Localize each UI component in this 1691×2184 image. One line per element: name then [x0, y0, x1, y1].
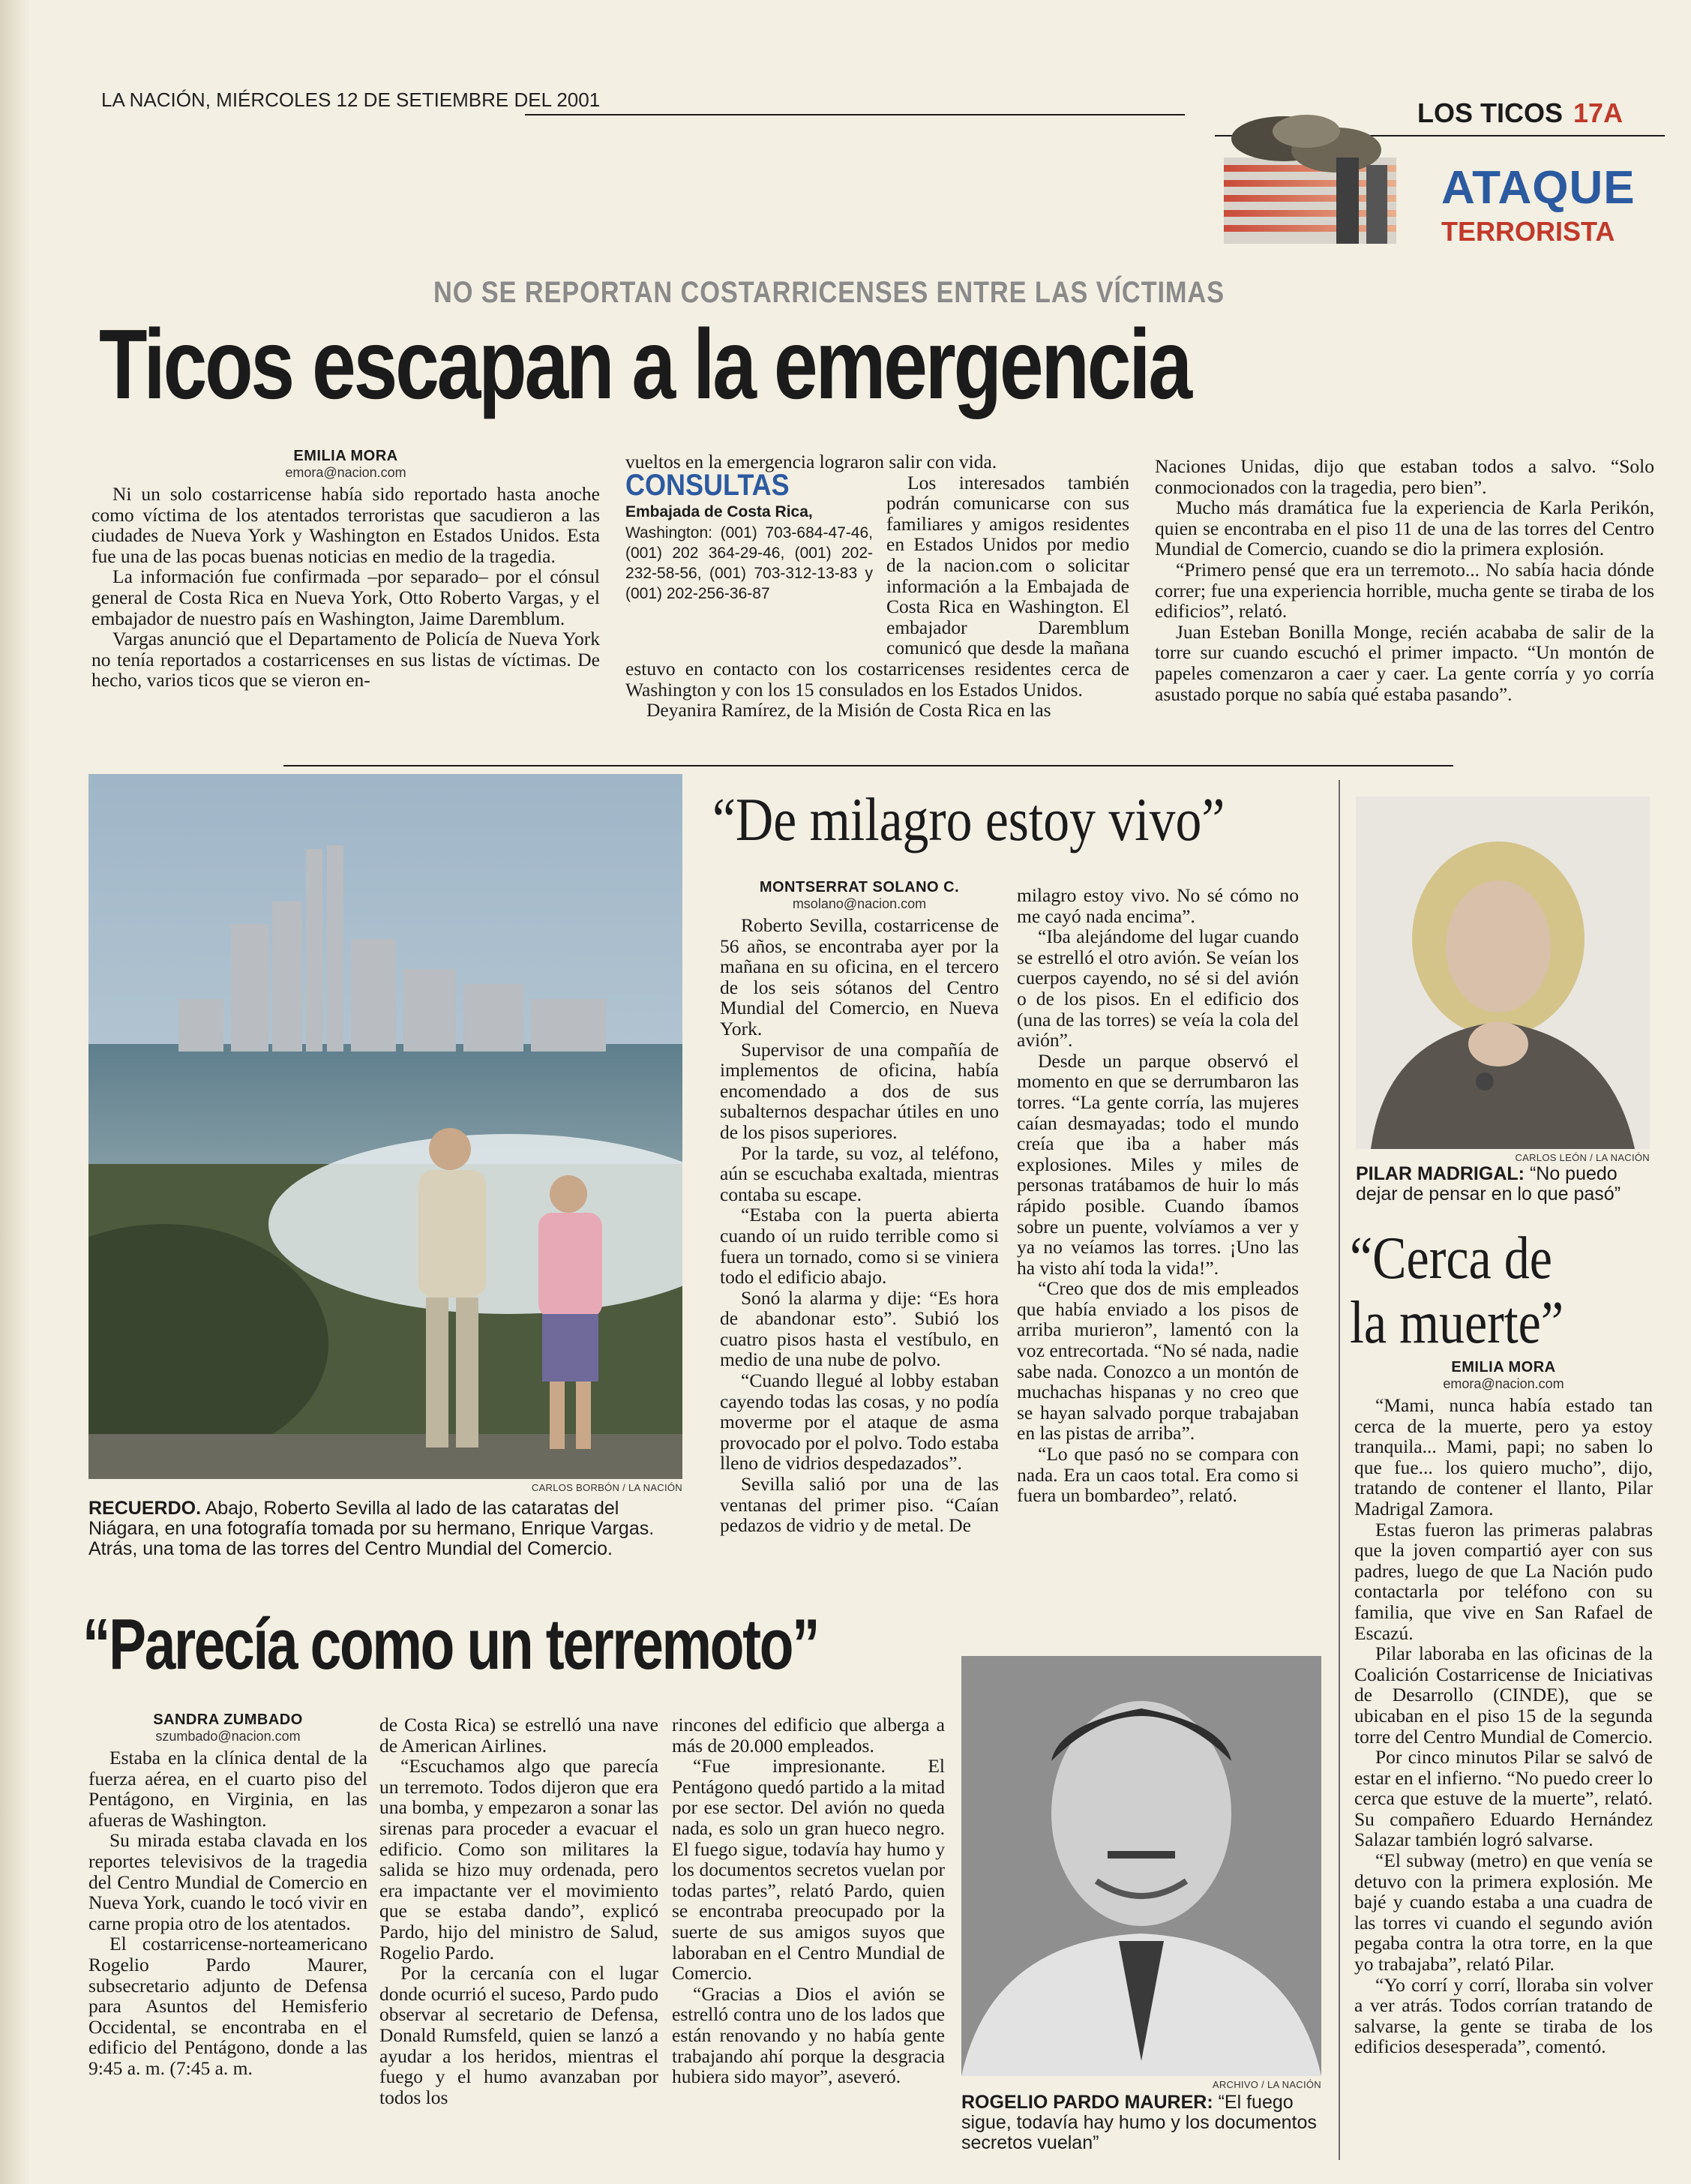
consultas-title: CONSULTAS: [625, 468, 790, 502]
milagro-column-2: [1017, 885, 1299, 1506]
pilar-paragraph: “Yo corrí y corrí, lloraba sin volver a ver atrás. Todos corrían tratando de salvarse, la gente se tiraba de los edificios desesperada”, comentó.: [1354, 1973, 1653, 2058]
page-edge: [0, 0, 30, 2184]
caption-text: Abajo, Roberto Sevilla al lado de las cataratas del Niágara, en una fotografía tomada por su hermano, Enrique Vargas. Atrás, una toma de las torres del Centro Mundial del Comercio.: [88, 1498, 655, 1559]
terremoto-paragraph: Su mirada estaba clavada en los reportes televisivos de la tragedia del Centro Mundial de Comercio en Nueva York, cuando le tocó vivir en carne propia otro de los atentados.: [88, 1829, 367, 1934]
milagro-byline: MONTSERRAT SOLANO C.: [759, 879, 960, 896]
pilar-headline-line-2: la muerte”: [1350, 1290, 1564, 1356]
terremoto-paragraph: Estaba en la clínica dental de la fuerza aérea, en el cuarto piso del Pentágono, en Virginia, en las afueras de Washington.: [88, 1747, 367, 1831]
folio-dateline: LA NACIÓN, MIÉRCOLES 12 DE SETIEMBRE DEL 2001: [101, 88, 601, 111]
lead-byline: EMILIA MORA: [293, 448, 398, 464]
section-name: LOS TICOS: [1417, 98, 1564, 128]
lead-kicker: NO SE REPORTAN COSTARRICENSES ENTRE LAS VÍCTIMAS: [433, 276, 1225, 309]
folio-rule: [525, 114, 1185, 116]
lead-paragraph: Mucho más dramática fue la experiencia de Karla Perikón, quien se encontraba en el piso 11 de una de las torres del Centro Mundial de Comercio, cuando se dio la primera explosión.: [1155, 496, 1654, 560]
page-number: 17A: [1573, 98, 1624, 128]
milagro-paragraph: Sonó la alarma y dije: “Es hora de abandonar esto”. Subió los cuatro pisos hasta el vestíbulo, en medio de una nube de polvo.: [720, 1286, 999, 1371]
consultas-box: [625, 468, 873, 648]
lead-headline: Ticos escapan a la emergencia: [99, 309, 1190, 419]
pardo-photo-credit: ARCHIVO / LA NACIÓN: [1212, 2079, 1321, 2090]
terremoto-headline: “Parecía como un terremoto”: [82, 1604, 819, 1684]
milagro-paragraph: “Creo que dos de mis empleados que había enviado a los pisos de arriba murieron”, lamentó con la voz entrecortada. “No sé nada, nadie sabe nada. Conozco a un montón de muchachas hispanas y no creo que se hayan salvado porque trabajaban en las pistas de arriba”.: [1017, 1277, 1299, 1444]
terremoto-paragraph: de Costa Rica) se estrelló una nave de American Airlines.: [379, 1714, 658, 1756]
consultas-subtitle: Embajada de Costa Rica,: [625, 503, 813, 521]
milagro-paragraph: “Lo que pasó no se compara con nada. Era un caos total. Era como si fuera un bombardeo”, relató.: [1017, 1443, 1299, 1507]
milagro-email: msolano@nacion.com: [792, 896, 927, 911]
caption-label: RECUERDO.: [88, 1498, 202, 1519]
pilar-headline-line-1: “Cerca de: [1350, 1226, 1552, 1292]
lead-paragraph: La información fue confirmada –por separado– por el cónsul general de Costa Rica en Nueva York, Otto Roberto Vargas, y el embajador de nuestro país en Washington, Jaime Daremblum.: [91, 566, 600, 629]
milagro-paragraph: Sevilla salió por una de las ventanas del primer piso. “Caían pedazos de vidrio y de metal. De: [720, 1473, 999, 1537]
terremoto-email: szumbado@nacion.com: [155, 1729, 301, 1744]
attack-banner-graphic: [1224, 112, 1396, 244]
caption-text: “No puedo dejar de pensar en lo que pasó”: [1356, 1163, 1621, 1204]
milagro-paragraph: Desde un parque observó el momento en que se derrumbaron las torres. “La gente corría, las mujeres caían desmayadas; todo el mundo creía que iba a haber más explosiones. Miles y miles de personas tratábamos de huir lo más rápido posible. Cuando íbamos sobre un puente, volvíamos a ver y ya no veíamos las torres. ¡Uno las ha visto ahí toda la vida!”.: [1017, 1049, 1299, 1279]
lead-paragraph: Juan Esteban Bonilla Monge, recién acababa de salir de la torre sur cuando escuchó el primer impacto. “Un montón de papeles comenzaron a caer y caer. La gente corría y yo corría asustado porque no sabía qué estaba pasando”.: [1155, 620, 1654, 705]
pilar-paragraph: Pilar laboraba en las oficinas de la Coalición Costarricense de Iniciativas de Desarrollo (CINDE), que se ubicaban en el piso 15 de la segunda torre del Centro Mundial de Comercio.: [1354, 1642, 1653, 1748]
terremoto-paragraph: “Gracias a Dios el avión se estrelló contra uno de los lados que están renovando y no había gente trabajando ahí porque la desgracia hubiera sido mayor”, aseveró.: [672, 1982, 945, 2088]
pilar-email: emora@nacion.com: [1443, 1376, 1564, 1391]
consultas-phones: Washington: (001) 703-684-47-46, (001) 202 364-29-46, (001) 202-232-58-56, (001) 703-312-13-83 y (001) 202-256-36-87: [625, 524, 873, 602]
banner-ataque: ATAQUE: [1441, 162, 1636, 214]
section-title: [1417, 98, 1623, 129]
milagro-paragraph: Supervisor de una compañía de implementos de oficina, había encomendado a dos de sus subalternos despachar útiles en uno de los pisos superiores.: [720, 1038, 999, 1143]
pilar-paragraph: Estas fueron las primeras palabras que la joven compartió ayer con sus padres, luego de que La Nación pudo contactarla por teléfono con su familia, que vive en San Rafael de Escazú.: [1354, 1518, 1653, 1644]
column-rule: [1339, 780, 1340, 2160]
pardo-caption: [961, 2092, 1324, 2153]
lead-paragraph: “Primero pensé que era un terremoto... No sabía hacia dónde correr; fue una experiencia horrible, mucha gente se tiraba de los edificios”, relató.: [1155, 558, 1654, 622]
lead-paragraph: Naciones Unidas, dijo que estaban todos a salvo. “Solo conmocionados con la tragedia, pero bien”.: [1155, 455, 1654, 498]
banner-terrorista: TERRORISTA: [1441, 216, 1615, 247]
terremoto-column-1: [88, 1712, 367, 2079]
pilar-caption: [1356, 1164, 1656, 1204]
lead-paragraph: vueltos en la emergencia lograron salir con vida.: [625, 451, 997, 472]
lead-column-2: [625, 452, 1129, 721]
pardo-portrait-image: [961, 1656, 1321, 2076]
pilar-portrait-image: [1356, 796, 1650, 1149]
lead-paragraph: Vargas anunció que el Departamento de Policía de Nueva York no tenía reportados a costarricenses en sus listas de víctimas. De hecho, varios ticos que se vieron en-: [91, 628, 600, 692]
niagara-photo: [88, 774, 682, 1479]
terremoto-paragraph: Por la cercanía con el lugar donde ocurrió el suceso, Pardo pudo observar al secretario de Defensa, Donald Rumsfeld, quien se lanzó a ayudar a los heridos, mientras el fuego y el humo avanzaban por todos los: [379, 1962, 658, 2108]
caption-label: PILAR MADRIGAL:: [1356, 1163, 1525, 1184]
lead-column-3: [1155, 456, 1654, 704]
lead-paragraph: Deyanira Ramírez, de la Misión de Costa Rica en las: [646, 699, 1051, 722]
pilar-photo: [1356, 796, 1650, 1149]
lead-email: emora@nacion.com: [285, 465, 406, 480]
milagro-paragraph: “Cuando llegué al lobby estaban cayendo todas las cosas, y no podía moverme por el ataque de asma provocado por el polvo. Todo estaba lleno de vidrios despedazados”.: [720, 1370, 999, 1474]
pilar-paragraph: “Mami, nunca había estado tan cerca de la muerte, pero ya estoy tranquila... Mami, papi; no saben lo que fue... los quiero mucho”, dijo, tratando de contener el llanto, Pilar Madrigal Zamora.: [1354, 1394, 1653, 1520]
pardo-photo: [961, 1656, 1321, 2076]
terremoto-byline: SANDRA ZUMBADO: [153, 1712, 303, 1728]
niagara-photo-image: [88, 774, 682, 1479]
pilar-photo-credit: CARLOS LEÓN / LA NACIÓN: [1515, 1152, 1650, 1163]
lead-paragraph: Los interesados también podrán comunicarse con sus familiares y amigos residentes en Estados Unidos por medio de la nacion.com o solicitar información a la Embajada de Costa Rica en Washington. El embajador Daremblum comunicó que desde la mañana estuvo en contacto con los costarricenses residentes cerca de Washington y con los 15 consulados en los Estados Unidos.: [625, 471, 1129, 700]
photo-caption: [88, 1498, 688, 1559]
terremoto-paragraph: El costarricense-norteamericano Rogelio Pardo Maurer, subsecretario adjunto de Defensa para Asuntos del Hemisferio Occidental, se encontraba en el edificio del Pentágono, donde a las 9:45 a. m. (7:45 a. m.: [88, 1933, 367, 2079]
pilar-column: [1354, 1359, 1653, 2057]
milagro-paragraph: Por la tarde, su voz, al teléfono, aún se escuchaba exaltada, mientras contaba su escape.: [720, 1142, 999, 1205]
pilar-paragraph: Por cinco minutos Pilar se salvó de estar en el infierno. “No puedo creer lo cerca que estuve de la muerte”, relató. Su compañero Eduardo Hernández Salazar también logró salvarse.: [1354, 1746, 1653, 1851]
terremoto-paragraph: “Fue impresionante. El Pentágono quedó partido a la mitad por ese sector. Del avión no queda nada, es solo un gran hueco negro. El fuego sigue, todavía hay humo y los documentos secretos vuelan por todas partes”, relató Pardo, quien se encontraba preocupado por la suerte de sus amigos suyos que laboraban en el Centro Mundial de Comercio.: [672, 1755, 945, 1984]
lead-column-1: [91, 448, 600, 691]
milagro-paragraph: “Iba alejándome del lugar cuando se estrelló el otro avión. Se veían los cuerpos cayendo, no sé si del avión o de los pisos. En el edificio dos (una de las torres) se veía la cola del avión”.: [1017, 926, 1299, 1052]
terremoto-paragraph: rincones del edificio que alberga a más de 20.000 empleados.: [672, 1714, 945, 1756]
milagro-column-1: [720, 879, 999, 1536]
milagro-paragraph: Roberto Sevilla, costarricense de 56 años, se encontraba ayer por la mañana en su oficina, en el tercero de los seis sótanos del Centro Mundial del Comercio, en Nueva York.: [720, 914, 999, 1040]
milagro-paragraph: “Estaba con la puerta abierta cuando oí un ruido terrible como si fuera un tornado, como si se viniera todo el edificio abajo.: [720, 1204, 999, 1288]
milagro-headline: “De milagro estoy vivo”: [712, 785, 1225, 854]
terremoto-column-2: [379, 1714, 658, 2108]
pilar-headline: [1350, 1226, 1564, 1355]
terremoto-column-3: [672, 1714, 945, 2087]
photo-credit: CARLOS BORBÓN / LA NACIÓN: [531, 1482, 682, 1493]
pilar-byline: EMILIA MORA: [1451, 1359, 1556, 1376]
terremoto-paragraph: “Escuchamos algo que parecía un terremoto. Todos dijeron que era una bomba, y empezaron a sonar las sirenas para proceder a evacuar el edificio. Como son militares la salida se hizo muy ordenada, pero era impactante ver el movimiento que se estaba dando”, explicó Pardo, hijo del ministro de Salud, Rogelio Pardo.: [379, 1755, 658, 1964]
smoke-flag-image: [1224, 112, 1396, 244]
section-divider: [283, 765, 1453, 766]
lead-paragraph: Ni un solo costarricense había sido reportado hasta anoche como víctima de los atentados terroristas que sacudieron a las ciudades de Nueva York y Washington en Estados Unidos. Esta fue una de las pocas buenas noticias en medio de la tragedia.: [91, 483, 600, 567]
caption-text: “El fuego sigue, todavía hay humo y los documentos secretos vuelan”: [961, 2092, 1317, 2153]
milagro-paragraph: milagro estoy vivo. No sé cómo no me cayó nada encima”.: [1017, 884, 1299, 927]
caption-label: ROGELIO PARDO MAURER:: [961, 2092, 1213, 2113]
pilar-paragraph: “El subway (metro) en que venía se detuvo con la primera explosión. Me bajé y cuando estaba a una cuadra de las torres vi cuando el segundo avión pegaba contra la otra torre, en la que yo trabajaba”, relató Pilar.: [1354, 1850, 1653, 1976]
